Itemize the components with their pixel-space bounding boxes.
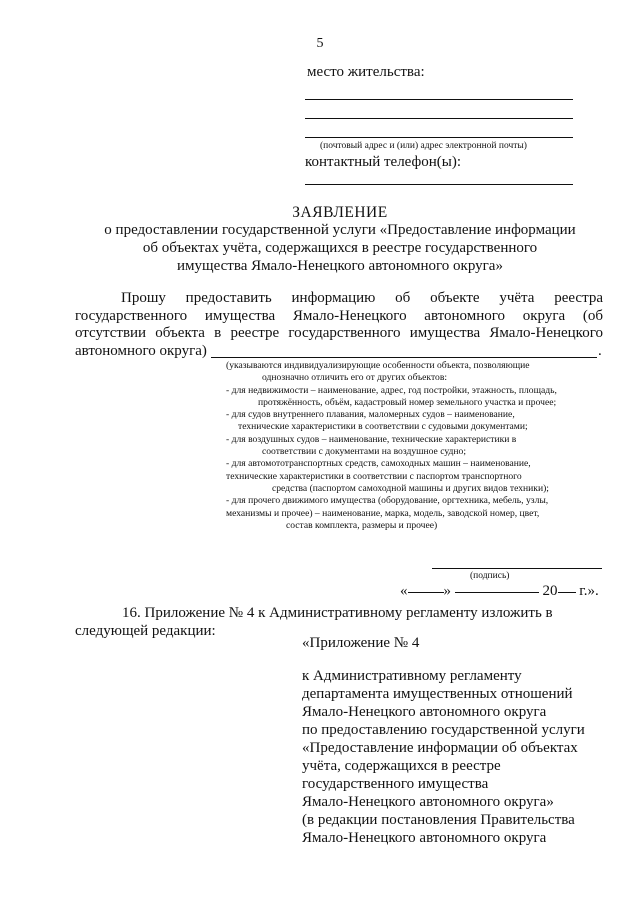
object-notes <box>226 360 557 532</box>
request-end: . <box>598 343 602 359</box>
date-year-field[interactable] <box>558 592 576 593</box>
note-line: состав комплекта, размеры и прочее) <box>286 519 438 531</box>
signature-line[interactable] <box>432 568 602 569</box>
signature-hint: (подпись) <box>470 571 510 581</box>
statement-subtitle <box>0 221 640 275</box>
note-line: однозначно отличить его от других объектов: <box>262 372 448 384</box>
date-year: 20 <box>542 583 558 599</box>
note-line: протяжённость, объём, кадастровый номер земельного участка и прочее; <box>258 396 557 408</box>
date-mid: » <box>443 583 451 599</box>
residence-line-3[interactable] <box>305 137 573 138</box>
note-line: соответствии с документами на воздушное судно; <box>262 446 467 458</box>
statement-title: ЗАЯВЛЕНИЕ <box>292 204 388 221</box>
residence-label: место жительства: <box>307 64 425 80</box>
date-suffix: г.». <box>575 583 599 599</box>
appendix-line: «Предоставление информации об объектах <box>302 740 578 756</box>
address-hint: (почтовый адрес и (или) адрес электронной почты) <box>320 141 527 151</box>
note-line: (указываются индивидуализирующие особенности объекта, позволяющие <box>226 360 530 371</box>
date-open: « <box>400 583 408 599</box>
phone-line[interactable] <box>305 184 573 185</box>
appendix-line: Ямало-Ненецкого автономного округа» <box>302 794 554 810</box>
page-number: 5 <box>316 36 324 51</box>
residence-line-1[interactable] <box>305 99 573 100</box>
subtitle-line: о предоставлении государственной услуги «Предоставление информации <box>104 222 576 238</box>
date-month-field[interactable] <box>455 592 539 593</box>
note-line: технические характеристики в соответствии с паспортом транспортного <box>226 470 522 482</box>
request-text: Прошу предоставить информацию об объекте учёта реестра государственного имущества Ямало-Ненецкого автономного округа (об отсутствии объекта в реестре государственного имущества Ямало-Ненецкого автономного округа) <box>75 290 603 359</box>
subtitle-line: об объектах учёта, содержащихся в реестре государственного <box>142 240 538 256</box>
note-line: средства (паспортом самоходной машины и других видов техники); <box>272 482 549 494</box>
phone-label: контактный телефон(ы): <box>305 154 461 170</box>
residence-line-2[interactable] <box>305 118 573 119</box>
note-line: - для воздушных судов – наименование, технические характеристики в <box>226 433 517 445</box>
note-line: - для автомототранспортных средств, самоходных машин – наименование, <box>226 458 531 470</box>
item16-line2: следующей редакции: <box>75 623 216 639</box>
appendix-line: учёта, содержащихся в реестре <box>302 758 501 774</box>
note-line: - для судов внутреннего плавания, маломерных судов – наименование, <box>226 409 515 421</box>
item16-line1: 16. Приложение № 4 к Административному регламенту изложить в <box>122 605 553 621</box>
appendix-line: к Административному регламенту <box>302 668 522 684</box>
appendix-line: (в редакции постановления Правительства <box>302 812 575 828</box>
appendix-line: Ямало-Ненецкого автономного округа <box>302 830 547 846</box>
appendix-details <box>302 667 585 847</box>
request-fill-line[interactable] <box>211 357 597 358</box>
appendix-line: государственного имущества <box>302 776 489 792</box>
note-line: - для недвижимости – наименование, адрес, год постройки, этажность, площадь, <box>226 384 557 396</box>
note-line: механизмы и прочее) – наименование, марка, модель, заводской номер, цвет, <box>226 507 540 519</box>
note-line: - для прочего движимого имущества (оборудование, оргтехника, мебель, узлы, <box>226 495 549 507</box>
subtitle-line: имущества Ямало-Ненецкого автономного округа» <box>177 258 503 274</box>
appendix-title: «Приложение № 4 <box>302 635 420 651</box>
note-line: технические характеристики в соответствии с судовыми документами; <box>238 421 528 433</box>
appendix-line: Ямало-Ненецкого автономного округа <box>302 704 547 720</box>
request-paragraph <box>75 290 603 360</box>
appendix-line: департамента имущественных отношений <box>302 686 573 702</box>
appendix-line: по предоставлению государственной услуги <box>302 722 585 738</box>
date-day-field[interactable] <box>408 592 444 593</box>
date-line <box>400 583 599 600</box>
